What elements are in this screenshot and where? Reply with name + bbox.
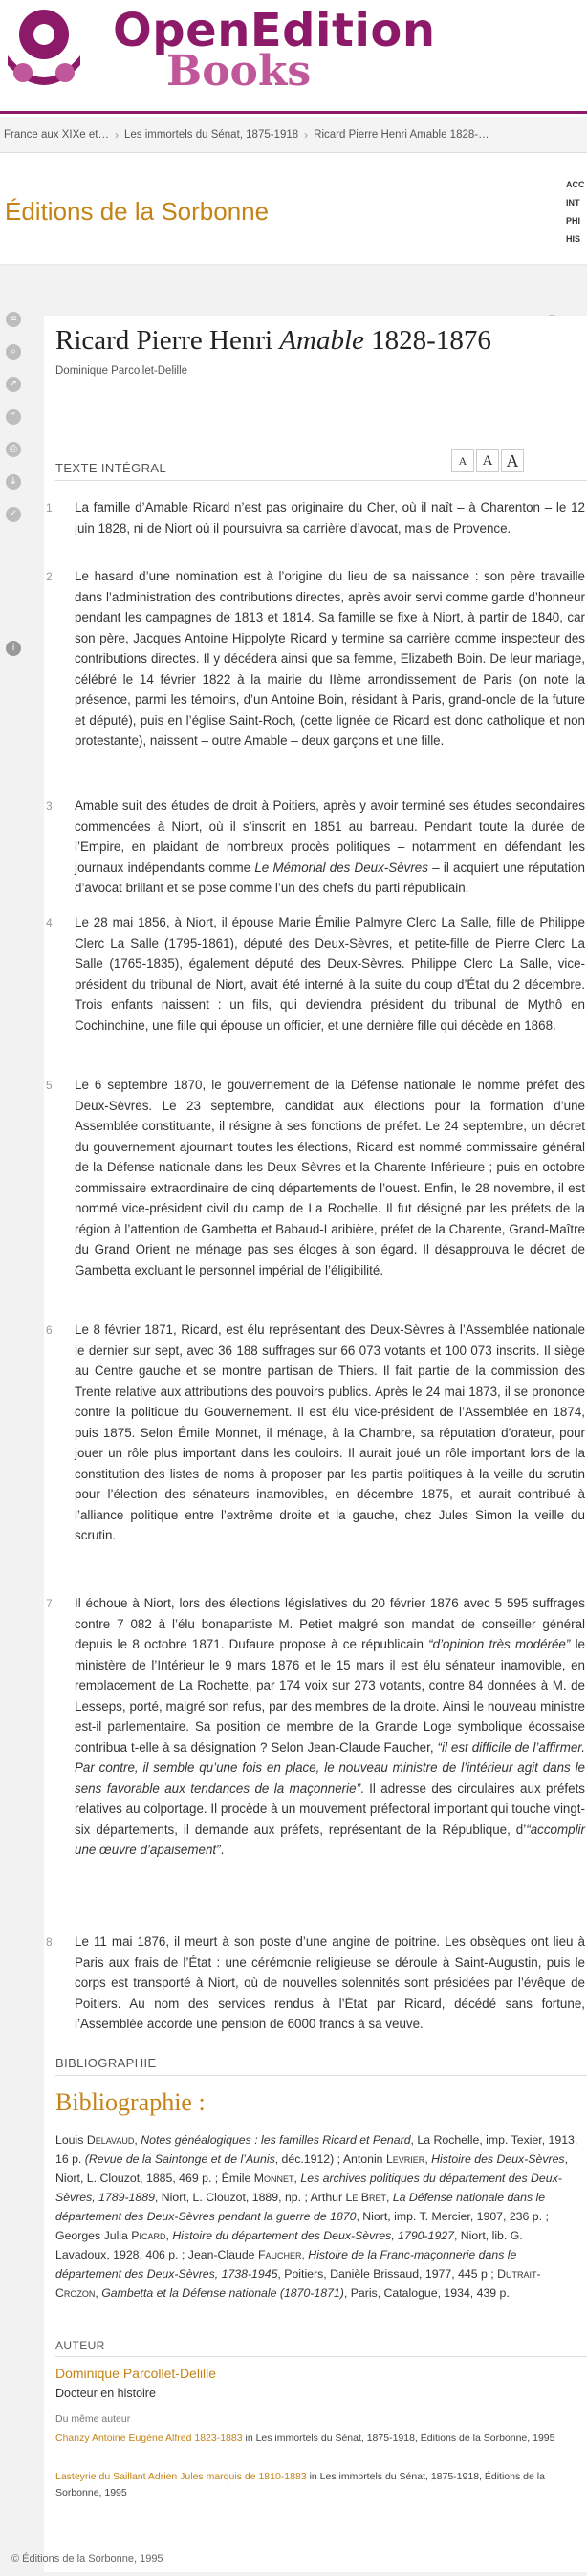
paragraph [46, 566, 585, 752]
paragraph-number: 5 [46, 1079, 53, 1092]
bibliography-text: Louis Delavaud, Notes généalogiques : les familles Ricard et Penard, La Rochelle, imp. Texier, 1913, 16 p. (Revue de la Saintonge et de l’Aunis, déc.1912) ; Antonin Levrier, Histoire des Deux-Sèvres, Niort, L. Clouzot, 1885, 469 p. ; Émile Monnet, Les archives politiques du département des Deux-Sèvres, 1789-1889, Niort, L. Clouzot, 1889, np. ; Arthur Le Bret, La Défense nationale dans le département des Deux-Sèvres pendant la guerre de 1870, Niort, imp. T. Mercier, 1907, 236 p. ; Georges Julia Picard, Histoire du département des Deux-Sèvres, 1790-1927, Niort, lib. G. Lavadoux, 1928, 406 p. ; Jean-Claude Faucher, Histoire de la Franc-maçonnerie dans le département des Deux-Sèvres, 1738-1945, Poitiers, Danièle Brissaud, 1977, 445 p ; Dutrait-Crozon, Gambetta et la Défense nationale (1870-1871), Paris, Catalogue, 1934, 439 p. [55, 2133, 578, 2300]
author-name-run: Dutrait-Crozon [55, 2267, 541, 2300]
article-author[interactable]: Dominique Parcollet-Delille [55, 365, 188, 377]
article-top-strip [44, 300, 587, 316]
paragraph-number: 1 [46, 501, 53, 514]
related-meta: in Les immortels du Sénat, 1875-1918, Éditions de la Sorbonne, 1995 [55, 2471, 545, 2499]
paragraph [46, 497, 585, 538]
text-run: , Paris, Catalogue, 1934, 439 p. [343, 2286, 510, 2300]
text-run: , déc.1912) ; Antonin [274, 2152, 386, 2166]
breadcrumb-item-collection[interactable]: France aux XIXe et… [4, 128, 109, 141]
article [44, 316, 587, 2572]
share-icon[interactable]: ↗ [6, 377, 21, 392]
same-author-label: Du même auteur [55, 2413, 131, 2425]
text-run-italic: Le Mémorial des Deux-Sèvres [254, 860, 428, 875]
breadcrumb-item-book[interactable]: Les immortels du Sénat, 1875-1918 [123, 128, 299, 141]
header-divider [0, 111, 587, 114]
copyright: © Éditions de la Sorbonne, 1995 [11, 2553, 163, 2565]
text-run: Amable suit des études de droit à Poitiers, après y avoir terminé ses études secondaires commencées à Niort, où il s’inscrit en 1851 au barreau. Pendant toute la durée de l’Empire, en plaidant de nombreux procès politiques – notamment en défendant les journaux indépendants comme [75, 798, 585, 875]
related-link[interactable]: Lasteyrie du Saillant Adrien Jules marquis de 1810-1883 [55, 2471, 307, 2482]
paragraph-text: Le 28 mai 1856, à Niort, il épouse Marie Émilie Palmyre Clerc La Salle, fille de Philippe Clerc La Salle (1795-1861), député des Deux-Sèvres, et petite-fille de Pierre Clerc La Salle (1765-1835), également député des Deux-Sèvres. Philippe Clerc La Salle, vice-président du tribunal de Niort, avait été interné à la suite du coup d’État du 2 décembre. Trois enfants naissent : un fils, qui deviendra président du tribunal de Mythô en Cochinchine, une fille qui épouse un officier, et une dernière fille qui décède en 1868. [75, 915, 585, 1033]
side-menu-item[interactable]: HIS [566, 234, 581, 244]
author-name-run: Picard [131, 2229, 166, 2242]
text-run-italic: “accomplir une œuvre d’apaisement” [75, 1822, 585, 1857]
author-name-run: Le Bret [345, 2191, 386, 2204]
side-menu-item[interactable]: ACC [566, 180, 585, 189]
paragraph-text: Le 8 février 1871, Ricard, est élu représentant des Deux-Sèvres à l’Assemblée nationale le dernier sur sept, avec 36 188 suffrages sur 66 073 votants et 100 073 inscrits. Il siège au Centre gauche et se montre partisan de Thiers. Il fait partie de la commission des Trente relative aux attributions des pouvoirs publics. Après le 24 mai 1873, il se prononce contre la politique du Gouvernement. Il est élu vice-président de l’Assemblée en 1874, puis 1875. Selon Émile Monnet, il ménage, à la Chambre, sa réputation d’orateur, pour jouer un rôle plus important dans les couloirs. Il aurait joué un rôle important lors de la constitution des listes de noms à proposer par les partis politiques à la veille du scrutin pour l’élection des sénateurs inamovibles, en décembre 1875, et aurait contribué à l’alliance politique entre l’extrême droite et la gauche, chez Jules Simon la veille du scrutin. [75, 1322, 585, 1542]
text-run: . Il adresse des circulaires aux préfets relatives au colportage. Il procède à un mouvement préfectoral important qui touche vingt-six départements, il demande aux préfets, représentant de la République, d’ [75, 1780, 585, 1837]
paragraph [46, 912, 585, 1036]
bookmark-icon[interactable]: ✓ [6, 507, 21, 522]
text-run: Louis [55, 2133, 87, 2147]
text-run: , La Rochelle, imp. Texier, 1913, 16 p. [55, 2133, 578, 2166]
divider [55, 480, 587, 481]
side-menu-item[interactable]: PHI [566, 216, 581, 226]
search-icon[interactable]: ⌕ [6, 344, 21, 360]
author-name-run: Delavaud [86, 2133, 135, 2147]
font-small-button[interactable]: A [451, 449, 474, 472]
paragraph-number: 8 [46, 1935, 53, 1949]
cite-icon[interactable]: “ [6, 409, 21, 425]
font-medium-button[interactable]: A [476, 449, 499, 472]
paragraph-text [75, 1593, 585, 1861]
title-italic: Amable [279, 325, 364, 356]
openedition-logo-icon[interactable] [4, 6, 84, 98]
text-run: – il acquiert une réputation d’avocat brillant et se pose comme l’un des chefs du parti républicain. [75, 860, 585, 895]
text-run-italic: Histoire des Deux-Sèvres [431, 2152, 565, 2166]
paragraph-number: 6 [46, 1323, 53, 1337]
content-area [0, 266, 587, 2576]
paragraph [46, 1593, 585, 1861]
full-text-heading: TEXTE INTÉGRAL [55, 461, 167, 475]
text-run: , Niort, L. Clouzot, 1885, 469 p. ; Émile [55, 2152, 568, 2185]
paragraph-text: Le hasard d’une nomination est à l’origine du lieu de sa naissance : son père travaille dans l’administration des contributions directes, après avoir servi comme garde d’honneur pendant les campagnes de 1813 et 1814. Sa famille se fixe à Niort, à partir de 1840, car son père, Jacques Antoine Hippolyte Ricard y termine sa carrière comme inspecteur des contributions directes. Il y décédera ainsi que sa femme, Elizabeth Boin. De leur mariage, célébré le 14 février 1822 à la mairie du IIème arrondissement de Paris (on note la présence, parmi les témoins, d’un Antoine Boin, résidant à Paris, grand-oncle de la future et député), puis en l’église Saint-Roch, (cette lignée de Ricard est donc catholique et non protestante), naissent – outre Amable – deux garçons et une fille. [75, 569, 585, 748]
article-title [55, 325, 491, 357]
related-item [55, 2431, 579, 2447]
paragraph-number: 7 [46, 1597, 53, 1610]
font-size-controls [449, 449, 524, 472]
paragraph-text [75, 796, 585, 899]
paragraph-number: 3 [46, 799, 53, 813]
chevron-right-icon: › [304, 127, 309, 142]
site-header [0, 0, 587, 113]
download-icon[interactable]: ↓ [6, 474, 21, 490]
text-run: , Poitiers, Danièle Brissaud, 1977, 445 p ; [277, 2267, 498, 2281]
text-run: , Niort, imp. T. Mercier, 1907, 236 p. ; Georges Julia [55, 2210, 549, 2242]
divider [55, 2075, 587, 2076]
divider [55, 2356, 587, 2357]
paragraph-number: 2 [46, 570, 53, 583]
text-run-italic: Histoire du département des Deux-Sèvres, 1790-1927 [172, 2229, 454, 2242]
side-menu [566, 176, 585, 249]
paragraph-number: 4 [46, 916, 53, 929]
toc-icon[interactable]: ≡ [6, 312, 21, 327]
info-icon[interactable]: i [6, 641, 21, 656]
text-run: , Niort, L. Clouzot, 1889, np. ; Arthur [154, 2191, 346, 2204]
author-role: Docteur en histoire [55, 2387, 156, 2400]
paragraph [46, 1075, 585, 1280]
author-name-run: Levrier [385, 2152, 425, 2166]
related-link[interactable]: Chanzy Antoine Eugène Alfred 1823-1883 [55, 2433, 243, 2444]
text-run-italic: (Revue de la Saintonge et de l’Aunis [84, 2152, 275, 2166]
brand-title[interactable]: OpenEdition [113, 4, 436, 57]
breadcrumb [0, 117, 587, 153]
related-item [55, 2469, 579, 2501]
brand-subtitle[interactable]: Books [166, 47, 312, 96]
paragraph [46, 796, 585, 899]
paragraph-text: La famille d’Amable Ricard n’est pas originaire du Cher, où il naît – à Charenton – le 12 juin 1828, ni de Niort où il poursuivra sa carrière d’avocat, mais de Provence. [75, 500, 585, 535]
author-heading: AUTEUR [55, 2339, 105, 2352]
publisher-banner [0, 155, 587, 266]
publisher-name[interactable]: Éditions de la Sorbonne [5, 197, 270, 226]
related-meta: in Les immortels du Sénat, 1875-1918, Éditions de la Sorbonne, 1995 [242, 2433, 555, 2444]
bibliography-title: Bibliographie : [55, 2088, 206, 2116]
text-run: le ministère de l’Intérieur le 9 mars 1876 et le 15 mars il est élu sénateur inamovible, en remplacement de La Rochette, par 174 voix sur 273 votants, contre 84 données à M. de Lesseps, porté, malgré son refus, par des membres de la droite. Ainsi le nouveau ministre est-il parlementaire. Sa position de membre de la Grande Loge symbolique écossaise contribua t-elle à sa désignation ? Selon Jean-Claude Faucher, [75, 1637, 585, 1755]
print-icon[interactable]: ⎙ [6, 442, 21, 457]
text-run-italic: Les archives politiques du département des Deux-Sèvres, 1789-1889 [55, 2172, 562, 2204]
paragraph [46, 1320, 585, 1546]
paragraph [46, 1932, 585, 2035]
text-run-italic: “d’opinion très modérée” [428, 1637, 571, 1651]
paragraph-text: Le 6 septembre 1870, le gouvernement de la Défense nationale le nomme préfet des Deux-Sèvres. Le 23 septembre, candidat aux élections pour la formation d’une Assemblée constituante, il résigne à ses fonctions de préfet. Le 24 septembre, un décret du gouvernement ajournant toutes les élections, Ricard est nommé commissaire général de la Défense nationale dans les Deux-Sèvres et la Charente-Inférieure ; puis en octobre commissaire extraordinaire de cinq départements de l’ouest. Enfin, le 28 novembre, il est nommé vice-président civil du camp de La Rochelle. Il fut désigné par les préfets de la région à l’attention de Gambetta et Babaud-Laribière, préfet de la Charente, Grand-Maître du Grand Orient ne ménage pas ses éloges à son égard. Il désapprouva le décret de Gambetta excluant le personnel impérial de l’éligibilité. [75, 1078, 585, 1277]
text-run-italic: Gambetta et la Défense nationale (1870-1871) [101, 2286, 344, 2300]
font-large-button[interactable]: A [501, 449, 524, 472]
author-link[interactable]: Dominique Parcollet-Delille [55, 2366, 217, 2381]
breadcrumb-item-chapter[interactable]: Ricard Pierre Henri Amable 1828-… [314, 128, 489, 141]
text-run: . [220, 1843, 225, 1857]
text-run-italic: “il est difficile de l’affirmer. Par contre, il semble qu’une fois en place, le nouveau ministre de l’intérieur agit dans le sens favorable aux tendances de la maçonnerie” [75, 1739, 585, 1796]
title-main: Ricard Pierre Henri [55, 325, 280, 356]
title-years: 1828-1876 [363, 325, 491, 356]
bibliography-heading: BIBLIOGRAPHIE [55, 2056, 157, 2070]
side-menu-item[interactable]: INT [566, 198, 580, 207]
text-run: , Niort, lib. G. Lavadoux, 1928, 406 p. ; Jean-Claude [55, 2229, 523, 2261]
text-run-italic: La Défense nationale dans le département des Deux-Sèvres pendant la guerre de 1870 [55, 2191, 546, 2223]
text-run-italic: Histoire de la Franc-maçonnerie dans le département des Deux-Sèvres, 1738-1945 [55, 2248, 517, 2281]
author-name-run: Faucher [257, 2248, 302, 2261]
text-run-italic: Notes généalogiques : les familles Ricard et Penard [141, 2133, 411, 2147]
text-run: Il échoue à Niort, lors des élections législatives du 20 février 1876 avec 5 595 suffrages contre 7 082 à l’élu bonapartiste M. Petiet malgré son mandat de conseiller général depuis le 8 octobre 1871. Dufaure propose à ce républicain [75, 1596, 585, 1651]
chevron-right-icon: › [114, 127, 119, 142]
paragraph-text: Le 11 mai 1876, il meurt à son poste d’une angine de poitrine. Les obsèques ont lieu à Paris aux frais de l’État : une cérémonie religieuse se déroule à Saint-Augustin, puis le corps est transporté à Niort, où de nouvelles solennités sont présidées par l’évêque de Poitiers. Au nom des services rendus à l’État par Ricard, décédé sans fortune, l’Assemblée accorde une pension de 6000 francs à sa veuve. [75, 1934, 585, 2031]
author-name-run: Monnet [253, 2172, 294, 2185]
